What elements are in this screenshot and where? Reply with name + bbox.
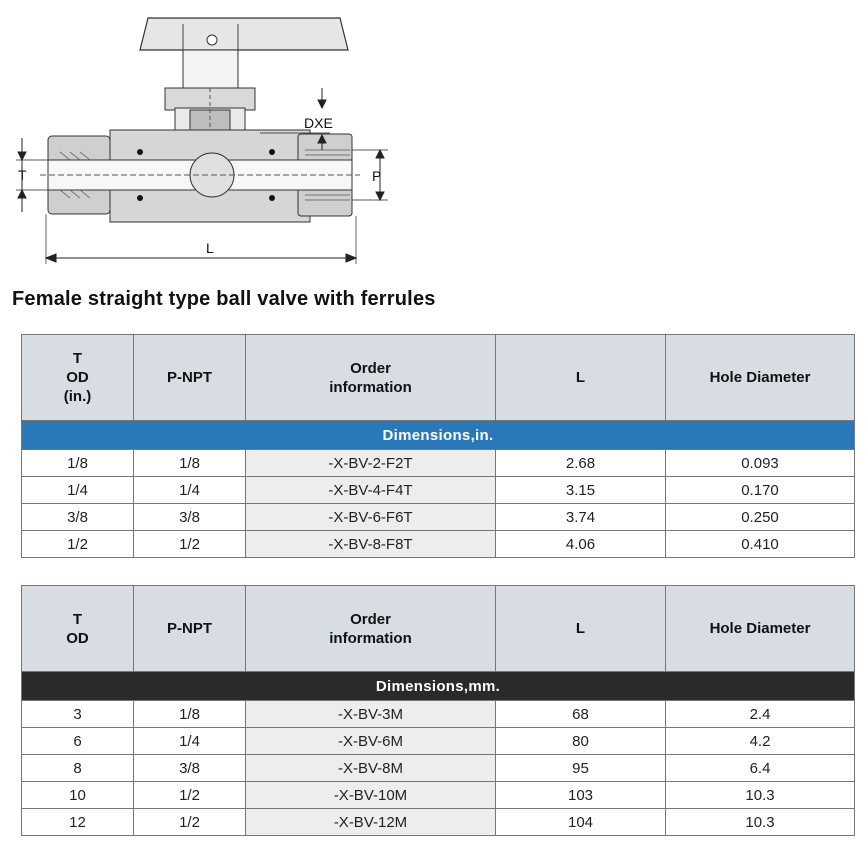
table-cell: 8 — [22, 755, 134, 782]
table-row — [22, 504, 855, 531]
column-header: Order information — [246, 335, 496, 421]
table-cell: 104 — [496, 809, 666, 836]
table-cell: -X-BV-2-F2T — [246, 450, 496, 477]
table-cell: -X-BV-8M — [246, 755, 496, 782]
table-cell: 4.06 — [496, 531, 666, 558]
table-cell: 3/8 — [134, 755, 246, 782]
column-header: T OD — [22, 586, 134, 672]
table-cell: 0.250 — [666, 504, 855, 531]
table-cell: 95 — [496, 755, 666, 782]
table-cell: 1/2 — [134, 782, 246, 809]
table-cell: 0.170 — [666, 477, 855, 504]
table-cell: 1/4 — [134, 477, 246, 504]
table-cell: 3/8 — [134, 504, 246, 531]
dimensions-inch-table — [21, 334, 855, 558]
l-label: L — [206, 240, 214, 256]
table-cell: 3 — [22, 701, 134, 728]
table-cell: 80 — [496, 728, 666, 755]
table-cell: 2.68 — [496, 450, 666, 477]
table-cell: 1/8 — [134, 701, 246, 728]
table-cell: 4.2 — [666, 728, 855, 755]
column-header: P-NPT — [134, 586, 246, 672]
table-row — [22, 477, 855, 504]
table-band-row — [22, 421, 855, 450]
p-label: P — [372, 168, 382, 184]
table-row — [22, 450, 855, 477]
page-title: Female straight type ball valve with ferrules — [12, 288, 436, 310]
table-cell: 6 — [22, 728, 134, 755]
table-row — [22, 531, 855, 558]
table-cell: 6.4 — [666, 755, 855, 782]
valve-handle — [140, 18, 348, 90]
table-row — [22, 809, 855, 836]
table-cell: -X-BV-6-F6T — [246, 504, 496, 531]
table-cell: 1/4 — [134, 728, 246, 755]
dxe-label: DXE — [304, 115, 333, 131]
table-row — [22, 701, 855, 728]
table-cell: 3/8 — [22, 504, 134, 531]
table-row — [22, 728, 855, 755]
table-cell: -X-BV-8-F8T — [246, 531, 496, 558]
column-header: P-NPT — [134, 335, 246, 421]
table-band-row — [22, 672, 855, 701]
table-header-row — [22, 586, 855, 672]
table-cell: 1/2 — [134, 531, 246, 558]
table-cell: 1/4 — [22, 477, 134, 504]
table-cell: 103 — [496, 782, 666, 809]
t-label: T — [18, 167, 27, 183]
table-cell: 0.093 — [666, 450, 855, 477]
table-row — [22, 782, 855, 809]
column-header: L — [496, 586, 666, 672]
table-cell: 10 — [22, 782, 134, 809]
table-cell: -X-BV-3M — [246, 701, 496, 728]
table-cell: 10.3 — [666, 809, 855, 836]
table-cell: 1/8 — [134, 450, 246, 477]
table-row — [22, 755, 855, 782]
table-band-label: Dimensions,in. — [22, 421, 855, 450]
table-cell: -X-BV-6M — [246, 728, 496, 755]
table-cell: 1/2 — [22, 531, 134, 558]
column-header: Hole Diameter — [666, 335, 855, 421]
table-cell: -X-BV-4-F4T — [246, 477, 496, 504]
valve-cross-section-diagram — [0, 0, 420, 275]
column-header: Hole Diameter — [666, 586, 855, 672]
column-header: L — [496, 335, 666, 421]
table-band-label: Dimensions,mm. — [22, 672, 855, 701]
column-header: T OD (in.) — [22, 335, 134, 421]
table-cell: -X-BV-12M — [246, 809, 496, 836]
table-cell: 68 — [496, 701, 666, 728]
table-cell: 1/2 — [134, 809, 246, 836]
table-cell: 3.74 — [496, 504, 666, 531]
table-cell: 1/8 — [22, 450, 134, 477]
dimensions-mm-table — [21, 585, 855, 836]
column-header: Order information — [246, 586, 496, 672]
table-cell: 12 — [22, 809, 134, 836]
table-header-row — [22, 335, 855, 421]
table-cell: 0.410 — [666, 531, 855, 558]
table-cell: 10.3 — [666, 782, 855, 809]
table-cell: 2.4 — [666, 701, 855, 728]
table-cell: 3.15 — [496, 477, 666, 504]
table-cell: -X-BV-10M — [246, 782, 496, 809]
valve-body — [40, 130, 360, 222]
